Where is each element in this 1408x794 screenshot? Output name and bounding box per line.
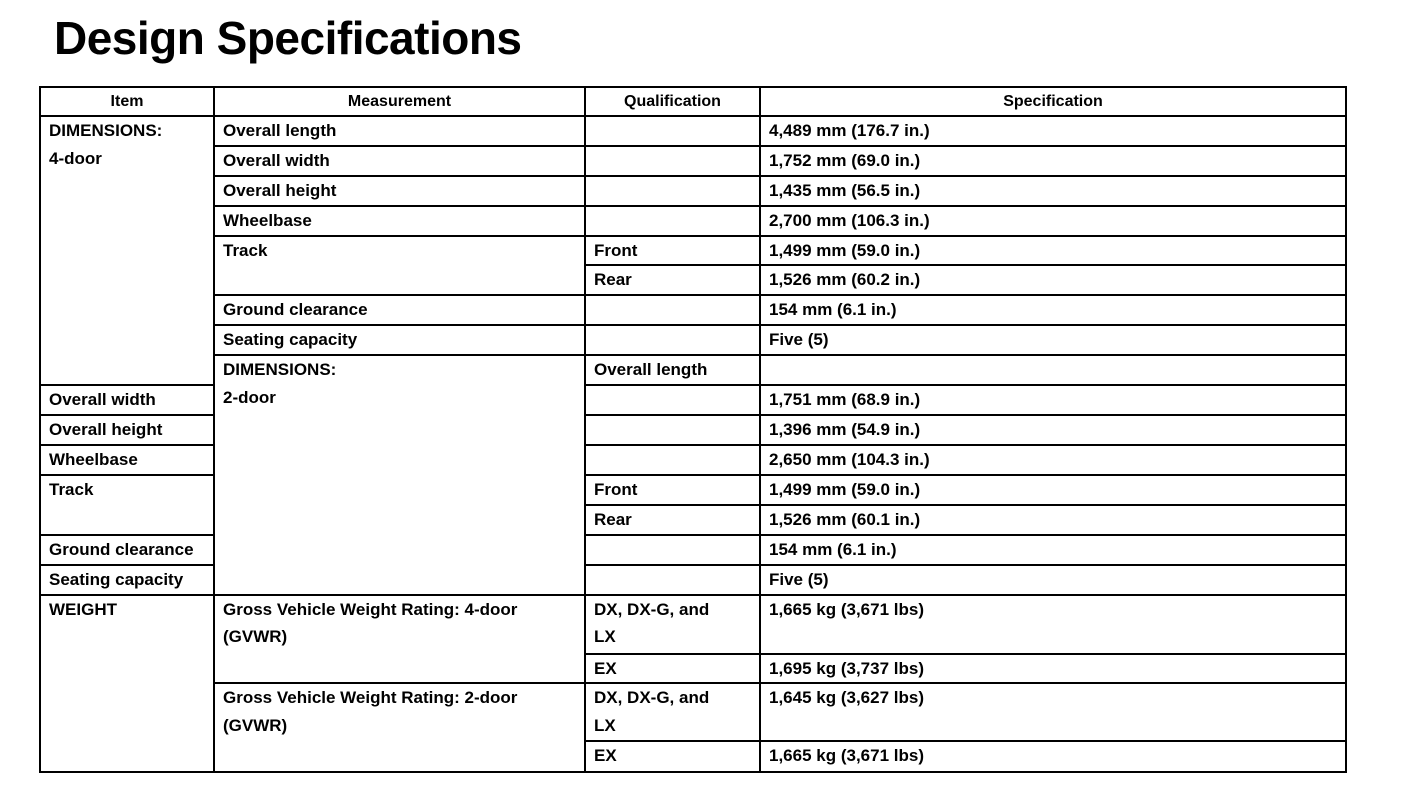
measurement-cell: Wheelbase bbox=[214, 206, 585, 236]
specification-cell: 1,751 mm (68.9 in.) bbox=[760, 385, 1346, 415]
qualification-cell: EX bbox=[585, 654, 760, 684]
qualification-cell bbox=[585, 146, 760, 176]
specification-cell: 1,752 mm (69.0 in.) bbox=[760, 146, 1346, 176]
header-specification: Specification bbox=[760, 87, 1346, 116]
specification-cell: 1,499 mm (59.0 in.) bbox=[760, 475, 1346, 505]
measurement-cell: Wheelbase bbox=[40, 445, 214, 475]
header-item: Item bbox=[40, 87, 214, 116]
measurement-cell: Ground clearance bbox=[40, 535, 214, 565]
qualification-cell: Rear bbox=[585, 265, 760, 295]
measurement-cell: Seating capacity bbox=[214, 325, 585, 355]
measurement-cell: Overall length bbox=[585, 355, 760, 385]
table-row bbox=[40, 683, 1346, 741]
table-row bbox=[40, 325, 1346, 355]
specification-cell: 2,650 mm (104.3 in.) bbox=[760, 445, 1346, 475]
specifications-table bbox=[39, 86, 1347, 773]
page-title: Design Specifications bbox=[54, 12, 522, 64]
qualification-cell: Front bbox=[585, 236, 760, 266]
specification-cell: Five (5) bbox=[760, 325, 1346, 355]
gvwr-abbrev: (GVWR) bbox=[223, 715, 288, 735]
measurement-cell: Seating capacity bbox=[40, 565, 214, 595]
specification-cell: 154 mm (6.1 in.) bbox=[760, 295, 1346, 325]
table-row bbox=[40, 176, 1346, 206]
gvwr-abbrev: (GVWR) bbox=[223, 627, 288, 646]
specification-cell: 1,499 mm (59.0 in.) bbox=[760, 236, 1346, 266]
table-row bbox=[40, 236, 1346, 266]
item-label: DIMENSIONS: bbox=[223, 360, 337, 379]
qualification-cell bbox=[585, 116, 760, 146]
item-sublabel: 2-door bbox=[223, 387, 276, 407]
qualification-cell bbox=[585, 683, 760, 741]
specification-cell: 2,700 mm (106.3 in.) bbox=[760, 206, 1346, 236]
specification-cell: 1,665 kg (3,671 lbs) bbox=[760, 741, 1346, 772]
specification-cell: 1,526 mm (60.2 in.) bbox=[760, 265, 1346, 295]
specification-cell: 1,695 kg (3,737 lbs) bbox=[760, 654, 1346, 684]
table-row bbox=[40, 206, 1346, 236]
trim-label: DX, DX-G, and bbox=[594, 599, 710, 619]
specification-cell: Five (5) bbox=[760, 565, 1346, 595]
qualification-cell bbox=[585, 565, 760, 595]
table-row bbox=[40, 295, 1346, 325]
qualification-cell bbox=[585, 445, 760, 475]
header-measurement: Measurement bbox=[214, 87, 585, 116]
measurement-cell: Overall width bbox=[40, 385, 214, 415]
header-row bbox=[40, 87, 1346, 116]
qualification-cell bbox=[585, 385, 760, 415]
specification-cell: 1,645 kg (3,627 lbs) bbox=[760, 683, 1346, 741]
qualification-cell bbox=[760, 355, 1346, 385]
specification-cell: 4,489 mm (176.7 in.) bbox=[760, 116, 1346, 146]
measurement-cell: Ground clearance bbox=[214, 295, 585, 325]
specification-cell: 1,435 mm (56.5 in.) bbox=[760, 176, 1346, 206]
table-row bbox=[40, 595, 1346, 654]
trim-label: DX, DX-G, and bbox=[594, 688, 710, 707]
item-sublabel: 4-door bbox=[49, 148, 102, 168]
qualification-cell bbox=[585, 595, 760, 654]
qualification-cell bbox=[585, 415, 760, 445]
measurement-cell: Overall height bbox=[214, 176, 585, 206]
measurement-cell bbox=[214, 595, 585, 684]
item-label: DIMENSIONS: bbox=[49, 121, 163, 140]
table-row bbox=[40, 116, 1346, 146]
qualification-cell bbox=[585, 535, 760, 565]
qualification-cell bbox=[585, 176, 760, 206]
measurement-cell: Track bbox=[214, 236, 585, 296]
qualification-cell: Rear bbox=[585, 505, 760, 535]
measurement-cell: Track bbox=[40, 475, 214, 535]
qualification-cell: Front bbox=[585, 475, 760, 505]
qualification-cell bbox=[585, 325, 760, 355]
measurement-cell bbox=[214, 683, 585, 772]
specification-cell: 154 mm (6.1 in.) bbox=[760, 535, 1346, 565]
gvwr-4door-label: Gross Vehicle Weight Rating: 4-door bbox=[223, 599, 518, 619]
table-row bbox=[40, 146, 1346, 176]
measurement-cell: Overall height bbox=[40, 415, 214, 445]
specification-cell: 1,665 kg (3,671 lbs) bbox=[760, 595, 1346, 654]
gvwr-2door-label: Gross Vehicle Weight Rating: 2-door bbox=[223, 688, 518, 707]
qualification-cell: EX bbox=[585, 741, 760, 772]
qualification-cell bbox=[585, 295, 760, 325]
specification-cell: 1,396 mm (54.9 in.) bbox=[760, 415, 1346, 445]
item-dimensions-4door bbox=[40, 116, 214, 385]
header-qualification: Qualification bbox=[585, 87, 760, 116]
trim-label: LX bbox=[594, 627, 616, 646]
measurement-cell: Overall width bbox=[214, 146, 585, 176]
table-row bbox=[40, 355, 1346, 385]
trim-label: LX bbox=[594, 715, 616, 735]
item-weight: WEIGHT bbox=[40, 595, 214, 773]
item-dimensions-2door bbox=[214, 355, 585, 595]
specification-cell: 1,526 mm (60.1 in.) bbox=[760, 505, 1346, 535]
measurement-cell: Overall length bbox=[214, 116, 585, 146]
qualification-cell bbox=[585, 206, 760, 236]
